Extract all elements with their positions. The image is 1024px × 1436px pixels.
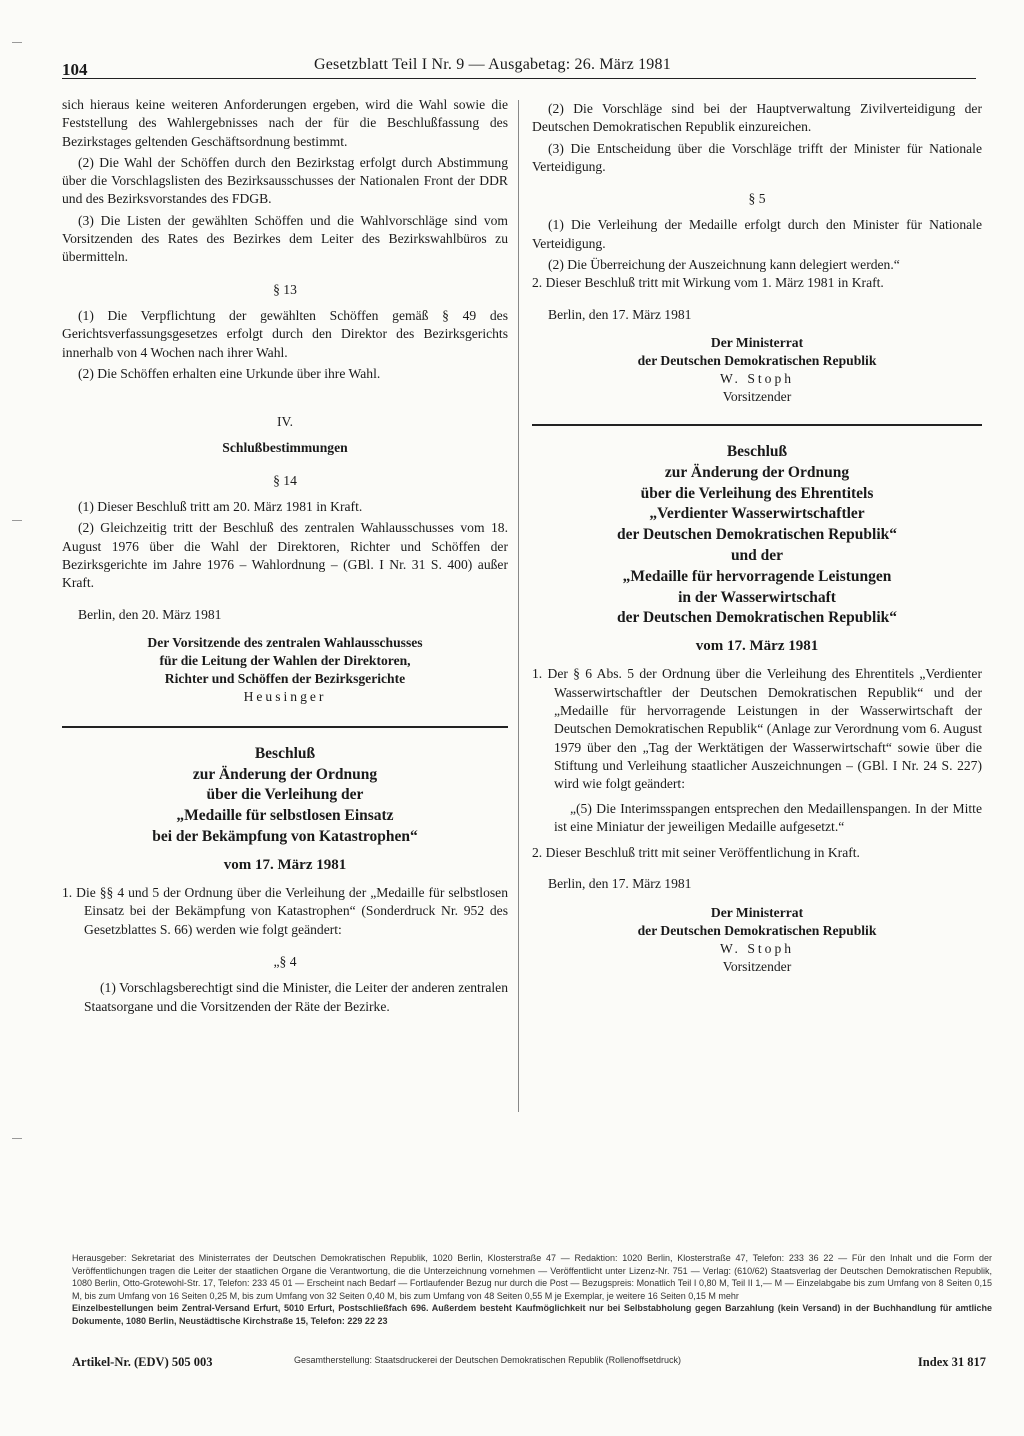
section-heading: § 14	[273, 472, 297, 488]
imprint-text: Herausgeber: Sekretariat des Ministerrates der Deutschen Demokratischen Republik, 1020 Berlin, Klosterstraße 47 — Redaktion: 1020 Berlin, Klosterstraße 47, Telefon: 233 36 22 — Für den Inhalt und die Form der Veröffentlichungen tragen die Leiter der staatlichen Organe die Verantwortung, die die Unterzeichnung vornehmen — Veröffentlicht unter Lizenz-Nr. 751 — Verlag: (610/62) Staatsverlag der Deutschen Demokratischen Republik, 1080 Berlin, Otto-Grotewohl-Str. 17, Telefon: 233 45 01 — Erscheint nach Bedarf — Fortlaufender Bezug nur durch die Post — Bezugspreis: Monatlich Teil I 0,80 M, Teil II 1,— M — Einzelabgabe bis zum Umfang von 8 Seiten 0,15 M, bis zum Umfang von 16 Seiten 0,25 M, bis zum Umfang von 32 Seiten 0,40 M, bis zum Umfang von 48 Seiten 0,55 M je Exemplar, je weitere 16 Seiten 0,15 M mehr	[72, 1253, 992, 1301]
footer-bottom	[72, 1355, 992, 1373]
paragraph: (3) Die Listen der gewählten Schöffen und die Wahlvorschläge sind vom Vorsitzenden des Rates des Bezirkes dem Leiter des Bezirkswahlbüros zu übermitteln.	[62, 212, 508, 265]
signature-line: für die Leitung der Wahlen der Direktoren,	[159, 652, 411, 668]
right-column	[532, 100, 982, 976]
order-info: Einzelbestellungen beim Zentral-Versand Erfurt, 5010 Erfurt, Postschließfach 696. Außerdem besteht Kaufmöglichkeit nur bei Selbstabholung gegen Barzahlung (kein Versand) in der Buchhandlung für amtliche Dokumente, 1080 Berlin, Neustädtische Kirchstraße 15, Telefon: 229 22 23	[72, 1303, 992, 1326]
quoted-paragraph: „(5) Die Interimsspangen entsprechen den Medaillenspangen. In der Mitte ist eine Miniatur der jeweiligen Medaille aufgesetzt.“	[554, 800, 982, 834]
signature-line: Der Ministerrat	[710, 334, 804, 350]
section-rule	[62, 726, 508, 728]
paragraph: (1) Vorschlagsberechtigt sind die Minister, die Leiter der anderen zentralen Staatsorgane und die Vorsitzenden der Räte der Bezirke.	[84, 980, 508, 1014]
signature-line: der Deutschen Demokratischen Republik	[637, 922, 877, 938]
resolution-title: Beschluß zur Änderung der Ordnung über die Verleihung des Ehrentitels „Verdienter Wasserwirtschaftler der Deutschen Demokratischen Republik“ und der „Medaille für hervorragende Leistungen in der Wasserwirtschaft der Deutschen Demokratischen Republik“	[616, 442, 897, 627]
index-number: Index 31 817	[917, 1355, 986, 1369]
signature-line: Der Ministerrat	[710, 904, 804, 920]
paragraph: (3) Die Entscheidung über die Vorschläge trifft der Minister für Nationale Verteidigung.	[532, 140, 982, 174]
signature-line: der Deutschen Demokratischen Republik	[637, 352, 877, 368]
numbered-item: 2. Dieser Beschluß tritt mit Wirkung vom 1. März 1981 in Kraft.	[532, 275, 884, 291]
resolution-title: Beschluß zur Änderung der Ordnung über die Verleihung der „Medaille für selbstlosen Einsatz bei der Bekämpfung von Katastrophen“	[152, 744, 418, 846]
place-date: Berlin, den 17. März 1981	[548, 876, 692, 892]
resolution-date: vom 17. März 1981	[223, 856, 347, 873]
section-heading: „§ 4	[273, 954, 297, 969]
paragraph: sich hieraus keine weiteren Anforderungen ergeben, wird die Wahl sowie die Feststellung des Wahlergebnisses nach der für die Beschlußfassung des Bezirkstages geltenden Geschäftsordnung bestimmt.	[62, 97, 508, 149]
page-number: 104	[62, 60, 88, 79]
signature-block	[62, 634, 508, 706]
signature-block	[532, 904, 982, 976]
section-rule	[532, 424, 982, 426]
part-number: IV.	[277, 414, 293, 430]
paragraph: (1) Die Verpflichtung der gewählten Schöffen gemäß § 49 des Gerichtsverfassungsgesetzes erfolgt durch den Direktor des Bezirksgerichts innerhalb von 4 Wochen nach ihrer Wahl.	[62, 307, 508, 360]
margin-mark	[12, 1138, 22, 1139]
running-title: Gesetzblatt Teil I Nr. 9 — Ausgabetag: 26. März 1981	[314, 56, 671, 73]
margin-mark	[12, 42, 22, 43]
place-date: Berlin, den 20. März 1981	[78, 606, 222, 622]
paragraph: (2) Die Schöffen erhalten eine Urkunde über ihre Wahl.	[78, 365, 381, 381]
place-date: Berlin, den 17. März 1981	[548, 306, 692, 322]
section-heading: § 13	[273, 281, 297, 297]
resolution-date: vom 17. März 1981	[695, 638, 819, 655]
paragraph: (2) Die Überreichung der Auszeichnung kann delegiert werden.“	[548, 257, 900, 273]
paragraph: (2) Gleichzeitig tritt der Beschluß des zentralen Wahlausschusses vom 18. August 1976 über die Wahl der Direktoren, Richter und Schöffen der Bezirksgerichte im Jahre 1976 – Wahlordnung – (GBl. I Nr. 31 S. 400) außer Kraft.	[62, 520, 508, 591]
article-number: Artikel-Nr. (EDV) 505 003	[72, 1355, 213, 1369]
part-title: Schlußbestimmungen	[222, 440, 348, 456]
section-heading: § 5	[748, 191, 766, 207]
signature-line: Der Vorsitzende des zentralen Wahlausschusses	[147, 634, 423, 650]
paragraph: (1) Die Verleihung der Medaille erfolgt durch den Minister für Nationale Verteidigung.	[532, 217, 982, 251]
signatory-name: W. Stoph	[719, 370, 795, 386]
numbered-item: 1. Die §§ 4 und 5 der Ordnung über die Verleihung der „Medaille für selbstlosen Einsatz bei der Bekämpfung von Katastrophen“ (Sonderdruck Nr. 952 des Gesetzblattes S. 66) werden wie folgt geändert:	[62, 885, 508, 937]
imprint	[72, 1252, 992, 1328]
printer-info: Gesamtherstellung: Staatsdruckerei der Deutschen Demokratischen Republik (Rollenoffsetdruck)	[294, 1355, 682, 1365]
margin-mark	[12, 520, 22, 521]
signature-line: Richter und Schöffen der Bezirksgerichte	[164, 670, 406, 686]
left-column	[62, 96, 508, 1016]
paragraph: (2) Die Wahl der Schöffen durch den Bezirkstag erfolgt durch Abstimmung über die Vorschlagslisten des Bezirksausschusses der Nationalen Front der DDR und des Bezirksvorstandes des FDGB.	[62, 154, 508, 207]
column-divider	[518, 100, 519, 1112]
numbered-item: 1. Der § 6 Abs. 5 der Ordnung über die Verleihung des Ehrentitels „Verdienter Wasserwirtschaftler der Deutschen Demokratischen Republik“ und der „Medaille für hervorragende Leistungen in der Wasserwirtschaft der Deutschen Demokratischen Republik“ (Anlage zur Verordnung vom 6. August 1979 über den „Tag der Werktätigen der Wasserwirtschaft“ sowie über die Stiftung und Verleihung staatlicher Auszeichnungen – (GBl. I Nr. 24 S. 227) wird wie folgt geändert:	[532, 666, 982, 792]
signature-block	[532, 334, 982, 406]
page-header	[62, 56, 976, 79]
numbered-item: 2. Dieser Beschluß tritt mit seiner Veröffentlichung in Kraft.	[532, 845, 860, 861]
signatory-role: Vorsitzender	[722, 958, 792, 974]
paragraph: (1) Dieser Beschluß tritt am 20. März 1981 in Kraft.	[78, 499, 363, 515]
signatory-name: W. Stoph	[719, 940, 795, 956]
signatory-name: Heusinger	[243, 688, 327, 704]
paragraph: (2) Die Vorschläge sind bei der Hauptverwaltung Zivilverteidigung der Deutschen Demokratischen Republik einzureichen.	[532, 101, 982, 135]
signatory-role: Vorsitzender	[722, 388, 792, 404]
